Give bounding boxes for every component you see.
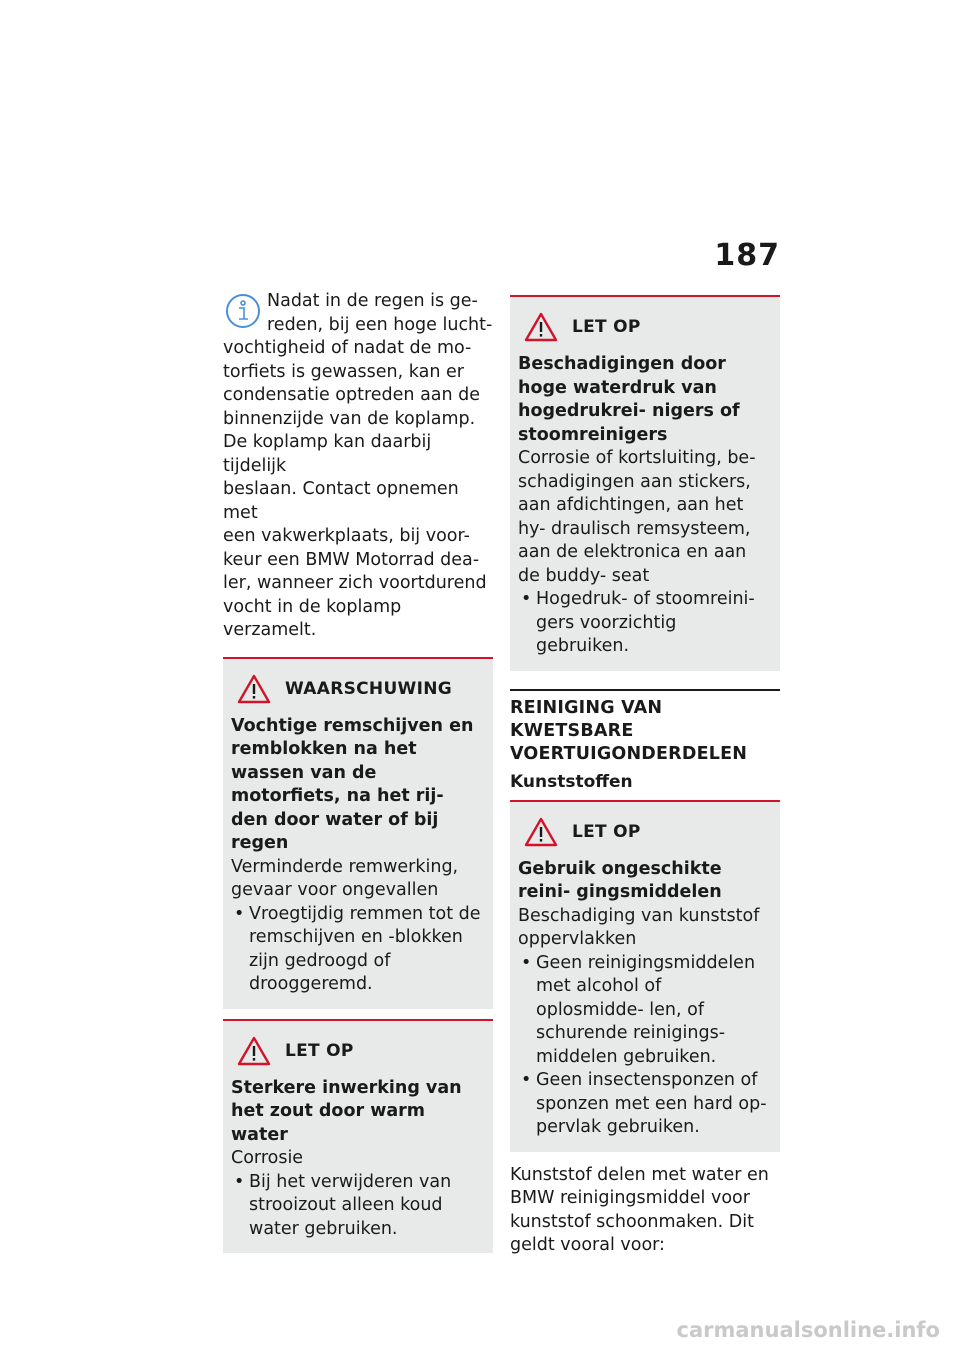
caution-header [518, 812, 772, 852]
caution-subtitle: Gebruik ongeschikte reini- gingsmiddelen [518, 858, 722, 902]
caution-bullets [518, 952, 772, 1140]
info-line: beslaan. Contact opnemen met [223, 479, 459, 523]
info-line: reden, bij een hoge lucht- [267, 314, 493, 335]
caution-text: Beschadiging van kunststof oppervlakken [518, 905, 760, 949]
info-line: condensatie optreden aan de [223, 385, 481, 405]
section-heading: REINIGING VAN KWETSBARE VOERTUIGONDERDELEN [510, 689, 780, 766]
caution-header [231, 1031, 485, 1071]
info-line: torfiets is gewassen, kan er [223, 361, 464, 382]
warning-text: Verminderde remwerking, gevaar voor ongevallen [231, 856, 459, 900]
info-icon [225, 293, 261, 329]
caution-bullets [231, 1171, 485, 1242]
caution-header [518, 307, 772, 347]
bullet-item: • Geen insectensponzen of sponzen met een hard op- pervlak gebruiken. [518, 1069, 772, 1140]
warning-title: WAARSCHUWING [285, 678, 453, 699]
subsection-heading: Kunststoffen [510, 771, 633, 792]
info-line: vocht in de koplamp verzamelt. [223, 596, 402, 640]
right-column [510, 295, 780, 1258]
caution-triangle-icon [524, 817, 558, 847]
info-line: vochtigheid of nadat de mo- [223, 338, 472, 358]
bullet-item: • Bij het verwijderen van strooizout alleen koud water gebruiken. [231, 1171, 485, 1242]
bullet-item: • Geen reinigingsmiddelen met alcohol of oplosmidde- len, of schurende reinigings- middelen gebruiken. [518, 952, 772, 1070]
caution-text: Corrosie [231, 1148, 304, 1168]
watermark: carmanualsonline.info [676, 1318, 940, 1342]
caution-subtitle: Sterkere inwerking van het zout door warm water [231, 1077, 462, 1145]
caution-title: LET OP [572, 821, 641, 842]
caution-triangle-icon [524, 312, 558, 342]
warning-triangle-icon [237, 674, 271, 704]
warning-box [223, 657, 493, 1009]
caution-box [223, 1019, 493, 1254]
caution-triangle-icon [237, 1036, 271, 1066]
info-line: Nadat in de regen is ge- [267, 291, 478, 311]
info-line: De koplamp kan daarbij tijdelijk [223, 432, 432, 476]
caution-text: Corrosie of kortsluiting, be- schadigingen aan stickers, aan afdichtingen, aan het hy- draulisch remsysteem, aan de elektronica en aan de buddy- seat [518, 448, 756, 586]
caution-title: LET OP [572, 317, 641, 337]
caution-title: LET OP [285, 1040, 354, 1061]
warning-header [231, 669, 485, 709]
caution-box [510, 295, 780, 671]
caution-box [510, 800, 780, 1152]
page-number: 187 [714, 238, 780, 273]
caution-bullets [518, 588, 772, 659]
bullet-item: • Vroegtijdig remmen tot de remschijven en -blokken zijn gedroogd of drooggeremd. [231, 903, 485, 997]
closing-paragraph: Kunststof delen met water en BMW reinigingsmiddel voor kunststof schoonmaken. Dit geldt vooral voor: [510, 1164, 769, 1255]
left-column [223, 290, 493, 1253]
section [510, 689, 780, 794]
warning-subtitle: Vochtige remschijven en remblokken na het wassen van de motorfiets, na het rij- den door water of bij regen [231, 715, 474, 853]
bullet-item: • Hogedruk- of stoomreini- gers voorzichtig gebruiken. [518, 588, 772, 659]
caution-subtitle: Beschadigingen door hoge waterdruk van hogedrukrei- nigers of stoomreinigers [518, 354, 740, 445]
info-line: een vakwerkplaats, bij voor- [223, 526, 470, 546]
info-line: binnenzijde van de koplamp. [223, 408, 476, 429]
warning-bullets [231, 903, 485, 997]
info-line: keur een BMW Motorrad dea- [223, 549, 480, 570]
info-note [223, 290, 493, 643]
info-line: ler, wanneer zich voortdurend [223, 573, 487, 593]
